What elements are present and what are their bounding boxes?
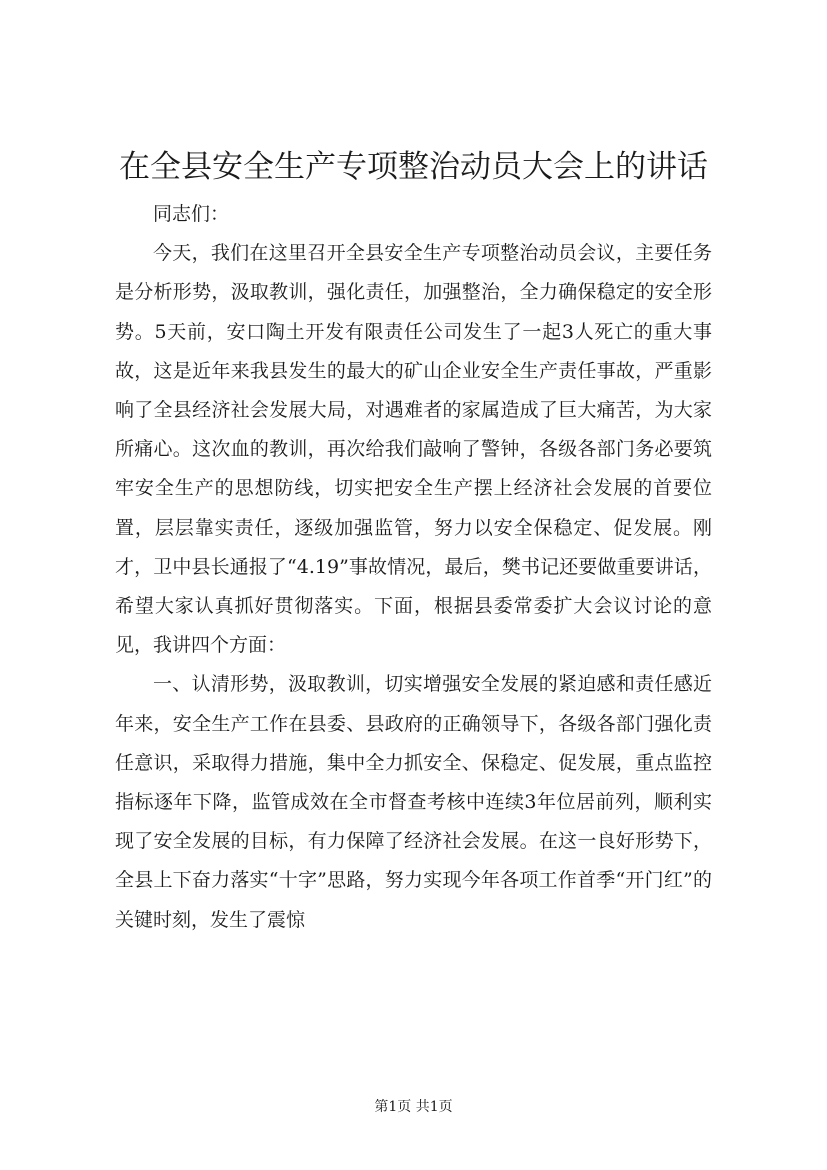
body-paragraph: 一、认清形势，汲取教训，切实增强安全发展的紧迫感和责任感近年来，安全生产工作在县委、县政府的正确领导下，各级各部门强化责任意识，采取得力措施，集中全力抓安全、保稳定、促发展，重点监控指标逐年下降，监管成效在全市督查考核中连续3年位居前列，顺利实现了安全发展的目标，有力保障了经济社会发展。在这一良好形势下，全县上下奋力落实“十字”思路，努力实现今年各项工作首季“开门红”的关键时刻，发生了震惊 xyxy=(115,673,712,931)
salutation-paragraph: 同志们： xyxy=(153,203,230,225)
body-paragraph: 今天，我们在这里召开全县安全生产专项整治动员会议，主要任务是分析形势，汲取教训，强化责任，加强整治，全力确保稳定的安全形势。5天前，安口陶土开发有限责任公司发生了一起3人死亡的重大事故，这是近年来我县发生的最大的矿山企业安全生产责任事故，严重影响了全县经济社会发展大局，对遇难者的家属造成了巨大痛苦，为大家所痛心。这次血的教训，再次给我们敲响了警钟，各级各部门务必要筑牢安全生产的思想防线，切实把安全生产摆上经济社会发展的首要位置，层层靠实责任，逐级加强监管，努力以安全保稳定、促发展。刚才，卫中县长通报了“4.19”事故情况，最后，樊书记还要做重要讲话，希望大家认真抓好贯彻落实。下面，根据县委常委扩大会议讨论的意见，我讲四个方面： xyxy=(115,242,712,657)
document-title: 在全县安全生产专项整治动员大会上的讲话 xyxy=(119,149,708,185)
page-footer: 第1页 共1页 xyxy=(374,1099,453,1115)
document-body xyxy=(115,195,712,940)
